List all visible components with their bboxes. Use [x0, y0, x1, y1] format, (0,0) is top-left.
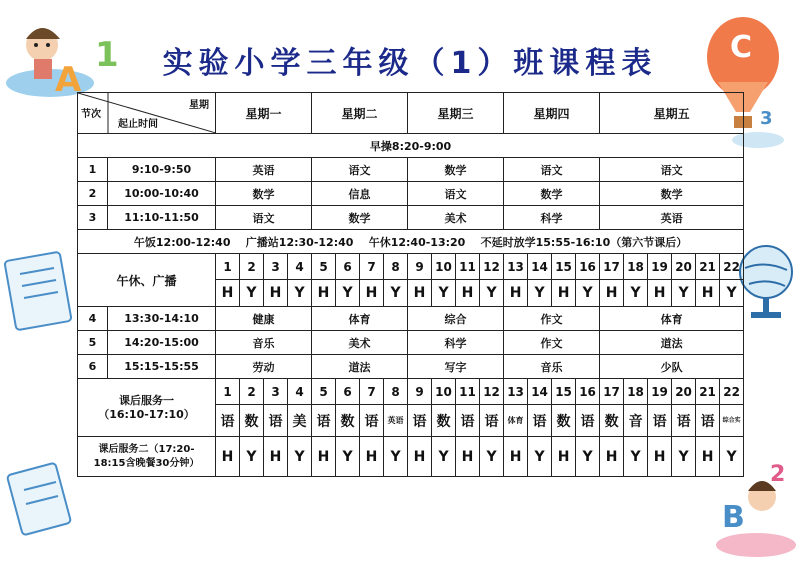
duty-letter: Y [432, 280, 456, 307]
duty-letter: H [216, 280, 240, 307]
student-number: 5 [312, 254, 336, 280]
number-3-decoration: 3 [760, 108, 773, 129]
day-header: 星期二 [312, 93, 408, 134]
service-subject: 数 [600, 405, 624, 437]
duty-letter: H [360, 280, 384, 307]
subject-cell: 语文 [216, 206, 312, 230]
duty-letter: H [216, 437, 240, 477]
duty-letter: H [696, 280, 720, 307]
student-number: 17 [600, 379, 624, 405]
student-number: 20 [672, 254, 696, 280]
service-subject: 语 [408, 405, 432, 437]
subject-cell: 音乐 [216, 331, 312, 355]
duty-letter: Y [672, 280, 696, 307]
student-number: 14 [528, 379, 552, 405]
service-subject: 英语 [384, 405, 408, 437]
duty-letter: Y [528, 437, 552, 477]
duty-letter: H [408, 280, 432, 307]
student-number: 6 [336, 379, 360, 405]
service-subject: 数 [336, 405, 360, 437]
student-number: 16 [576, 254, 600, 280]
student-number: 3 [264, 254, 288, 280]
student-number: 11 [456, 379, 480, 405]
noon-rest-label: 午休、广播 [78, 254, 216, 307]
duty-letter: H [552, 280, 576, 307]
duty-letter: H [504, 437, 528, 477]
service-subject: 语 [696, 405, 720, 437]
period-number: 3 [78, 206, 108, 230]
service-subject: 语 [312, 405, 336, 437]
duty-letter: H [456, 437, 480, 477]
duty-letter: H [600, 280, 624, 307]
morning-exercise-text: 早操8:20-9:00 [78, 134, 744, 158]
noon-schedule-text: 午饭12:00-12:40 广播站12:30-12:40 午休12:40-13:20 不延时放学15:55-16:10（第六节课后） [78, 230, 744, 254]
period-time: 9:10-9:50 [108, 158, 216, 182]
student-number: 20 [672, 379, 696, 405]
subject-cell: 数学 [312, 206, 408, 230]
day-header: 星期五 [600, 93, 744, 134]
subject-cell: 数学 [600, 182, 744, 206]
student-number: 7 [360, 254, 384, 280]
morning-exercise-row [78, 134, 744, 158]
period-row [78, 307, 744, 331]
day-header: 星期四 [504, 93, 600, 134]
duty-letter: Y [576, 280, 600, 307]
corner-period-label: 节次 [81, 109, 101, 120]
duty-letter: Y [624, 280, 648, 307]
subject-cell: 数学 [216, 182, 312, 206]
subject-cell: 综合 [408, 307, 504, 331]
letter-c-decoration: C [730, 30, 753, 65]
student-number: 7 [360, 379, 384, 405]
letter-b-decoration: B [722, 500, 745, 535]
period-time: 11:10-11:50 [108, 206, 216, 230]
period-number: 6 [78, 355, 108, 379]
student-number: 6 [336, 254, 360, 280]
duty-letter: H [552, 437, 576, 477]
service-subject: 语 [264, 405, 288, 437]
schedule-table [77, 92, 744, 477]
student-number: 2 [240, 379, 264, 405]
number-1-decoration: 1 [95, 35, 119, 75]
period-number: 2 [78, 182, 108, 206]
period-number: 1 [78, 158, 108, 182]
service1-time: （16:10-17:10） [98, 407, 195, 421]
duty-letter: Y [288, 280, 312, 307]
duty-letter: H [600, 437, 624, 477]
subject-cell: 英语 [600, 206, 744, 230]
subject-cell: 信息 [312, 182, 408, 206]
subject-cell: 作文 [504, 331, 600, 355]
subject-cell: 体育 [312, 307, 408, 331]
service1-number-row [78, 379, 744, 405]
duty-letter: H [312, 437, 336, 477]
day-header: 星期三 [408, 93, 504, 134]
student-number: 9 [408, 254, 432, 280]
period-row [78, 206, 744, 230]
student-number: 19 [648, 379, 672, 405]
subject-cell: 数学 [408, 158, 504, 182]
duty-letter: H [408, 437, 432, 477]
student-number: 5 [312, 379, 336, 405]
student-number: 3 [264, 379, 288, 405]
subject-cell: 体育 [600, 307, 744, 331]
service-subject: 语 [528, 405, 552, 437]
period-row [78, 182, 744, 206]
student-number: 22 [720, 379, 744, 405]
duty-letter: Y [240, 280, 264, 307]
service-subject: 数 [552, 405, 576, 437]
duty-letter: H [264, 437, 288, 477]
student-number: 18 [624, 379, 648, 405]
service1-label-cell [78, 379, 216, 437]
subject-cell: 美术 [312, 331, 408, 355]
duty-letter: H [648, 437, 672, 477]
duty-letter: Y [432, 437, 456, 477]
book-icon [4, 460, 76, 540]
student-number: 18 [624, 254, 648, 280]
service-subject: 语 [456, 405, 480, 437]
period-time: 13:30-14:10 [108, 307, 216, 331]
duty-letter: Y [288, 437, 312, 477]
duty-letter: Y [384, 280, 408, 307]
service-subject: 体育 [504, 405, 528, 437]
duty-letter: H [696, 437, 720, 477]
service-subject: 数 [432, 405, 456, 437]
subject-cell: 数学 [504, 182, 600, 206]
subject-cell: 道法 [312, 355, 408, 379]
student-number: 21 [696, 254, 720, 280]
subject-cell: 写字 [408, 355, 504, 379]
subject-cell: 美术 [408, 206, 504, 230]
student-number: 15 [552, 254, 576, 280]
duty-letter: Y [336, 280, 360, 307]
period-row [78, 355, 744, 379]
student-number: 13 [504, 379, 528, 405]
subject-cell: 劳动 [216, 355, 312, 379]
period-row [78, 331, 744, 355]
service2-label: 课后服务二（17:20- [98, 443, 195, 455]
student-number: 22 [720, 254, 744, 280]
student-number: 11 [456, 254, 480, 280]
globe-icon [735, 240, 797, 326]
noon-rest-number-row [78, 254, 744, 280]
subject-cell: 科学 [504, 206, 600, 230]
subject-cell: 少队 [600, 355, 744, 379]
service-subject: 数 [240, 405, 264, 437]
student-number: 12 [480, 379, 504, 405]
duty-letter: Y [528, 280, 552, 307]
subject-cell: 英语 [216, 158, 312, 182]
period-number: 4 [78, 307, 108, 331]
period-number: 5 [78, 331, 108, 355]
student-number: 21 [696, 379, 720, 405]
student-number: 19 [648, 254, 672, 280]
service-subject: 语 [216, 405, 240, 437]
period-time: 15:15-15:55 [108, 355, 216, 379]
subject-cell: 作文 [504, 307, 600, 331]
subject-cell: 语文 [408, 182, 504, 206]
service-subject: 语 [648, 405, 672, 437]
duty-letter: Y [624, 437, 648, 477]
day-header: 星期一 [216, 93, 312, 134]
service2-time: 18:15含晚餐30分钟） [93, 457, 200, 469]
student-number: 10 [432, 254, 456, 280]
student-number: 16 [576, 379, 600, 405]
subject-cell: 语文 [312, 158, 408, 182]
student-number: 4 [288, 254, 312, 280]
student-number: 15 [552, 379, 576, 405]
period-time: 10:00-10:40 [108, 182, 216, 206]
subject-cell: 科学 [408, 331, 504, 355]
notebook-icon [4, 250, 76, 334]
service1-label: 课后服务一 [119, 393, 174, 407]
duty-letter: H [456, 280, 480, 307]
period-time: 14:20-15:00 [108, 331, 216, 355]
student-number: 4 [288, 379, 312, 405]
student-number: 13 [504, 254, 528, 280]
student-number: 2 [240, 254, 264, 280]
service-subject: 音 [624, 405, 648, 437]
duty-letter: Y [720, 437, 744, 477]
service-subject: 语 [360, 405, 384, 437]
number-2-decoration: 2 [770, 462, 786, 487]
period-row [78, 158, 744, 182]
duty-letter: H [504, 280, 528, 307]
corner-weekday-label: 星期 [189, 100, 209, 111]
subject-cell: 语文 [504, 158, 600, 182]
letter-a-decoration: A [55, 60, 82, 100]
student-number: 1 [216, 254, 240, 280]
duty-letter: H [648, 280, 672, 307]
duty-letter: Y [720, 280, 744, 307]
student-number: 1 [216, 379, 240, 405]
duty-letter: Y [576, 437, 600, 477]
subject-cell: 音乐 [504, 355, 600, 379]
corner-time-label: 起止时间 [118, 119, 158, 130]
subject-cell: 道法 [600, 331, 744, 355]
service-subject: 语 [480, 405, 504, 437]
student-number: 9 [408, 379, 432, 405]
student-number: 8 [384, 254, 408, 280]
duty-letter: Y [672, 437, 696, 477]
duty-letter: H [312, 280, 336, 307]
student-number: 14 [528, 254, 552, 280]
subject-cell: 语文 [600, 158, 744, 182]
student-number: 8 [384, 379, 408, 405]
duty-letter: Y [480, 280, 504, 307]
service-subject: 语 [672, 405, 696, 437]
student-number: 10 [432, 379, 456, 405]
page-title: 实验小学三年级（1）班课程表 [162, 46, 658, 81]
header-row [78, 93, 744, 134]
service-subject: 综合实 [720, 405, 744, 437]
service-subject: 美 [288, 405, 312, 437]
student-number: 17 [600, 254, 624, 280]
duty-letter: Y [384, 437, 408, 477]
duty-letter: H [360, 437, 384, 477]
noon-schedule-row [78, 230, 744, 254]
duty-letter: Y [336, 437, 360, 477]
subject-cell: 健康 [216, 307, 312, 331]
service-subject: 语 [576, 405, 600, 437]
student-number: 12 [480, 254, 504, 280]
duty-letter: H [264, 280, 288, 307]
corner-header-cell [78, 93, 216, 134]
service2-row [78, 437, 744, 477]
duty-letter: Y [240, 437, 264, 477]
service2-label-cell [78, 437, 216, 477]
duty-letter: Y [480, 437, 504, 477]
